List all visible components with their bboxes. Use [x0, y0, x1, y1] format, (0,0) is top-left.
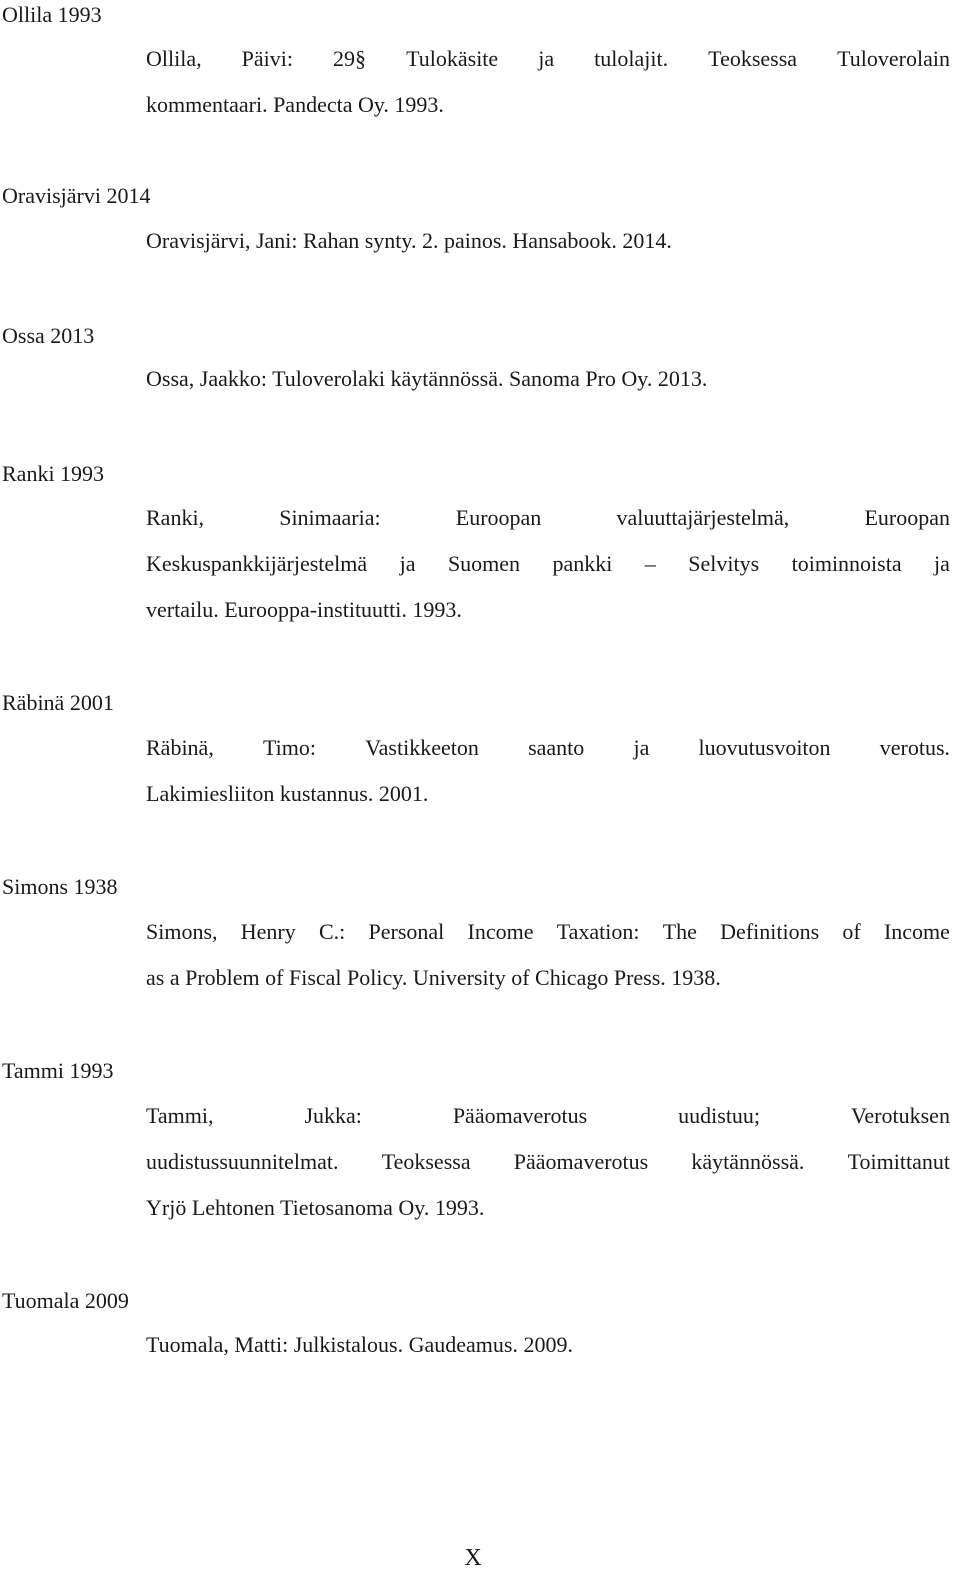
reference-word: Jukka: — [304, 1103, 362, 1128]
reference-word: C.: — [318, 919, 346, 944]
reference-line: as a Problem of Fiscal Policy. University of Chicago Press. 1938. — [146, 965, 721, 990]
reference-word: ja — [633, 735, 650, 760]
reference-word: Personal — [368, 919, 445, 944]
reference-word: saanto — [528, 735, 585, 760]
reference-line: Tuomala, Matti: Julkistalous. Gaudeamus. 2009. — [146, 1332, 573, 1357]
reference-key: Simons 1938 — [2, 874, 118, 899]
reference-key: Ollila 1993 — [2, 2, 102, 27]
reference-word: Euroopan — [864, 505, 950, 530]
reference-word: toiminnoista — [791, 551, 902, 576]
reference-word: Sinimaaria: — [279, 505, 381, 530]
reference-key: Ranki 1993 — [2, 461, 105, 486]
reference-word: Teoksessa — [381, 1149, 471, 1174]
reference-line: Lakimiesliiton kustannus. 2001. — [146, 781, 429, 806]
reference-text — [146, 356, 950, 402]
reference-key: Ossa 2013 — [2, 323, 95, 348]
reference-word: Pääomaverotus — [513, 1149, 649, 1174]
reference-word: Timo: — [263, 735, 317, 760]
reference-word: uudistussuunnitelmat. — [146, 1149, 339, 1174]
reference-word: käytännössä. — [691, 1149, 805, 1174]
reference-word: Verotuksen — [850, 1103, 950, 1128]
reference-word: Income — [467, 919, 534, 944]
reference-word: Euroopan — [455, 505, 542, 530]
reference-word: – — [644, 551, 656, 576]
reference-word: Selvitys — [688, 551, 760, 576]
reference-line: kommentaari. Pandecta Oy. 1993. — [146, 92, 444, 117]
reference-word: uudistuu; — [678, 1103, 761, 1128]
reference-word: ja — [934, 551, 950, 576]
reference-line: vertailu. Eurooppa-instituutti. 1993. — [146, 597, 462, 622]
reference-word: Henry — [240, 919, 296, 944]
reference-word: Teoksessa — [708, 46, 798, 71]
reference-word: verotus. — [879, 735, 950, 760]
reference-word: Vastikkeeton — [365, 735, 479, 760]
reference-key: Tammi 1993 — [2, 1058, 114, 1083]
reference-line: Yrjö Lehtonen Tietosanoma Oy. 1993. — [146, 1195, 485, 1220]
reference-key: Räbinä 2001 — [2, 690, 114, 715]
reference-word: ja — [399, 551, 416, 576]
reference-word: pankki — [552, 551, 613, 576]
reference-line — [146, 495, 950, 541]
reference-word: valuuttajärjestelmä, — [616, 505, 790, 530]
reference-word: Räbinä, — [146, 735, 214, 760]
reference-line: Ossa, Jaakko: Tuloverolaki käytännössä. Sanoma Pro Oy. 2013. — [146, 366, 708, 391]
reference-word: tulolajit. — [594, 46, 669, 71]
reference-key: Oravisjärvi 2014 — [2, 183, 151, 208]
reference-word: of — [842, 919, 861, 944]
reference-word: Ollila, — [146, 46, 202, 71]
page-number: X — [464, 1545, 482, 1571]
reference-text — [146, 1093, 950, 1231]
reference-text — [146, 1322, 950, 1368]
reference-word: Päivi: — [241, 46, 293, 71]
reference-word: Tulokäsite — [406, 46, 499, 71]
reference-word: Suomen — [447, 551, 521, 576]
reference-word: Toimittanut — [847, 1149, 950, 1174]
reference-text — [146, 218, 950, 264]
reference-word: 29§ — [333, 46, 367, 71]
reference-word: The — [662, 919, 697, 944]
reference-word: Definitions — [720, 919, 820, 944]
reference-word: Keskuspankkijärjestelmä — [146, 551, 368, 576]
reference-word: Ranki, — [146, 505, 205, 530]
reference-word: Tammi, — [146, 1103, 214, 1128]
reference-line — [146, 1139, 950, 1185]
reference-text — [146, 36, 950, 128]
reference-key: Tuomala 2009 — [2, 1288, 129, 1313]
reference-text — [146, 909, 950, 1001]
reference-line — [146, 36, 950, 82]
reference-text — [146, 495, 950, 633]
reference-word: Simons, — [146, 919, 218, 944]
reference-line — [146, 725, 950, 771]
reference-word: Pääomaverotus — [452, 1103, 588, 1128]
reference-word: Income — [883, 919, 950, 944]
reference-word: luovutusvoiton — [698, 735, 831, 760]
reference-line — [146, 541, 950, 587]
reference-word: Tuloverolain — [837, 46, 950, 71]
reference-line — [146, 1093, 950, 1139]
reference-text — [146, 725, 950, 817]
reference-line: Oravisjärvi, Jani: Rahan synty. 2. painos. Hansabook. 2014. — [146, 228, 672, 253]
reference-line — [146, 909, 950, 955]
reference-word: ja — [538, 46, 555, 71]
reference-word: Taxation: — [556, 919, 640, 944]
